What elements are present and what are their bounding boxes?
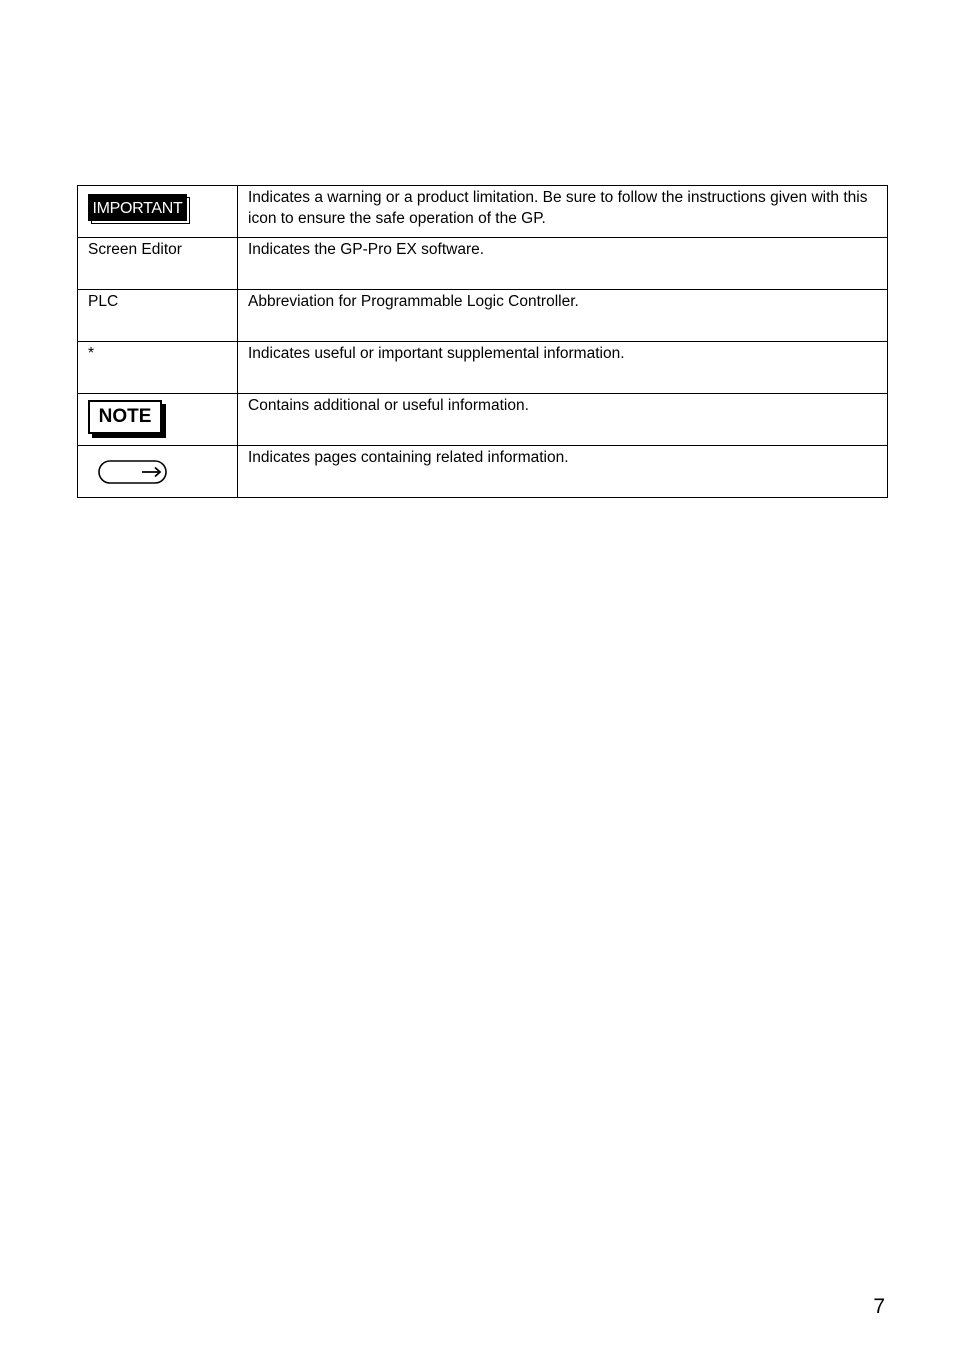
legend-description: Indicates a warning or a product limitation. Be sure to follow the instructions given with this icon to ensure the safe operation of the GP. — [238, 186, 888, 238]
legend-description: Indicates the GP-Pro EX software. — [238, 238, 888, 290]
legend-description: Indicates useful or important supplemental information. — [238, 342, 888, 394]
legend-row-reference — [78, 446, 888, 498]
legend-row-important — [78, 186, 888, 238]
legend-term: PLC — [78, 290, 238, 342]
legend-description: Contains additional or useful information. — [238, 394, 888, 446]
legend-row-plc — [78, 290, 888, 342]
notation-legend-table — [77, 185, 888, 498]
important-icon — [88, 194, 190, 224]
note-icon — [88, 400, 166, 438]
legend-description: Abbreviation for Programmable Logic Controller. — [238, 290, 888, 342]
reference-arrow-icon — [98, 460, 168, 492]
important-icon-label: IMPORTANT — [88, 194, 187, 221]
legend-row-asterisk — [78, 342, 888, 394]
legend-row-note — [78, 394, 888, 446]
legend-row-screen-editor — [78, 238, 888, 290]
note-icon-label: NOTE — [88, 400, 162, 434]
legend-term: Screen Editor — [78, 238, 238, 290]
legend-term-cell — [78, 394, 238, 446]
page-number: 7 — [873, 1295, 885, 1318]
legend-term-cell — [78, 446, 238, 498]
legend-term-cell — [78, 186, 238, 238]
legend-description: Indicates pages containing related information. — [238, 446, 888, 498]
legend-term: * — [78, 342, 238, 394]
